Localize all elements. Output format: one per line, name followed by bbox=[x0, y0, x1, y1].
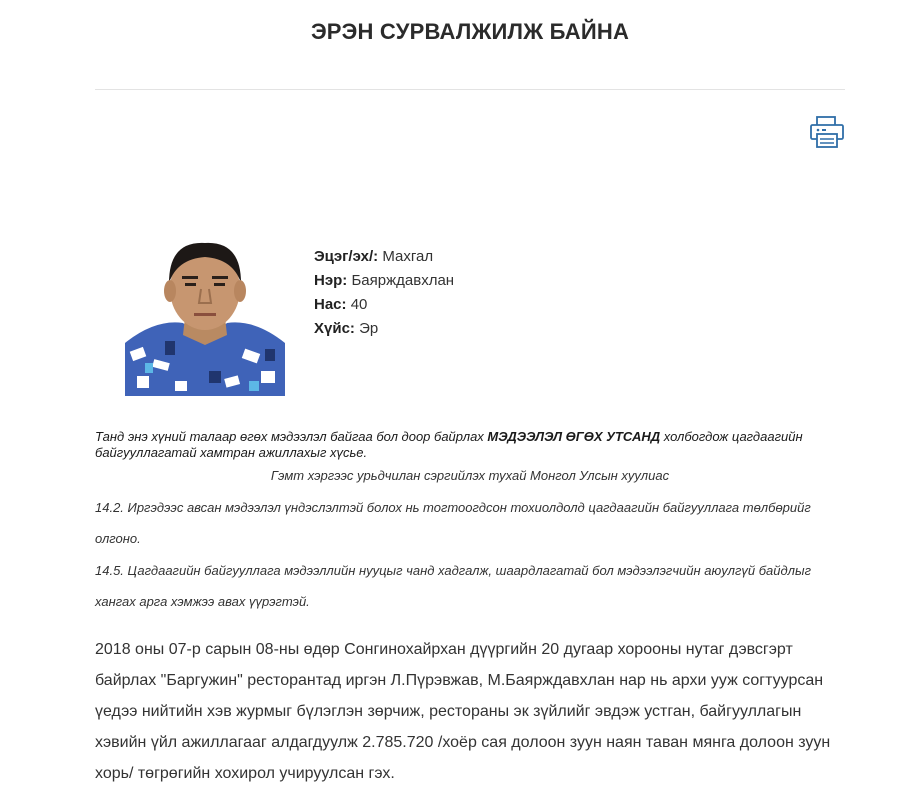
name-label: Нэр: bbox=[314, 272, 348, 289]
print-button[interactable] bbox=[809, 115, 845, 149]
person-info bbox=[314, 245, 454, 341]
father-label: Эцэг/эх/: bbox=[314, 248, 379, 265]
age-row bbox=[314, 293, 454, 317]
gender-row bbox=[314, 317, 454, 341]
father-row bbox=[314, 245, 454, 269]
father-value: Махгал bbox=[382, 248, 434, 265]
notice-after: холбогдож цагдаагийн байгууллагатай хамтран ажиллахыг хүсье. bbox=[95, 429, 803, 460]
incident-description: 2018 оны 07-р сарын 08-ны өдөр Сонгинохайрхан дүүргийн 20 дугаар хорооны нутаг дэвсгэрт байрлах "Баргужин" ресторантад иргэн Л.Пүрэвжав, М.Баярждавхлан нар нь архи ууж согтуурсан үедээ нийтийн хэв журмыг бүлэглэн зөрчиж, рестораны эк зүйлийг эвдэж устган, байгууллагын хэвийн үйл ажиллагааг алдагдуулж 2.785.720 /хоёр сая долоон зуун наян таван мянга долоон зуун хорь/ төгрөгийн хохирол учируулсан гэх. bbox=[95, 641, 831, 782]
name-row bbox=[314, 269, 454, 293]
gender-label: Хүйс: bbox=[314, 320, 355, 337]
law-title: Гэмт хэргээс урьдчилан сэргийлэх тухай Монгол Улсын хуулиас bbox=[270, 468, 670, 483]
name-value: Баярждавхлан bbox=[351, 272, 455, 289]
age-value: 40 bbox=[350, 296, 368, 313]
printer-icon bbox=[809, 115, 845, 149]
notice-bold: МЭДЭЭЛЭЛ ӨГӨХ УТСАНД bbox=[487, 429, 661, 444]
title-divider bbox=[95, 89, 845, 90]
page-title: ЭРЭН СУРВАЛЖИЛЖ БАЙНА bbox=[310, 19, 630, 44]
person-photo bbox=[125, 231, 285, 396]
law-article-14-5: 14.5. Цагдаагийн байгууллага мэдээллийн нууцыг чанд хадгалж, шаардлагатай бол мэдээлэгчийн аюулгүй байдлыг хангах арга хэмжээ авах үүрэгтэй. bbox=[95, 563, 811, 609]
age-label: Нас: bbox=[314, 296, 347, 313]
notice-before: Танд энэ хүний талаар өгөх мэдээлэл байгаа бол доор байрлах bbox=[95, 429, 488, 444]
contact-notice bbox=[95, 429, 845, 461]
law-article-14-2: 14.2. Иргэдээс авсан мэдээлэл үндэслэлтэй болох нь тогтоогдсон тохиолдолд цагдаагийн байгууллага төлбөрийг олгоно. bbox=[95, 500, 811, 546]
gender-value: Эр bbox=[359, 320, 379, 337]
